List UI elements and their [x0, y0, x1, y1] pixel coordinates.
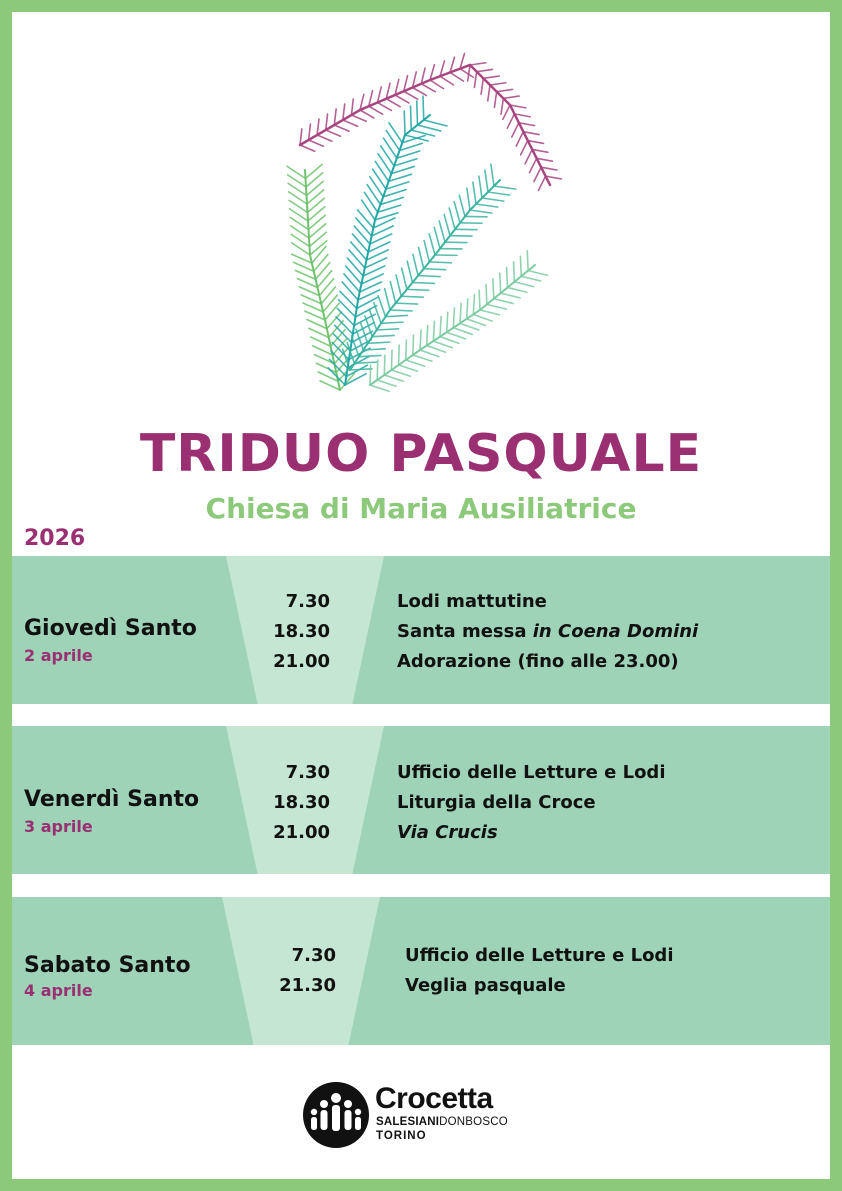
leaf-blade [494, 92, 496, 108]
leaf-blade [386, 130, 399, 150]
leaf-blade [538, 176, 545, 190]
leaf-blade [467, 319, 486, 326]
leaf-blade [385, 289, 390, 310]
leaf-blade [418, 247, 423, 268]
leaf-blade [430, 80, 443, 89]
leaf-blade [459, 195, 465, 216]
leaf-blade [343, 104, 345, 120]
leaf-blade [305, 311, 325, 320]
leaf-blade [374, 303, 381, 324]
leaf-blade [368, 342, 390, 343]
leaf-blade [516, 132, 523, 146]
leaf-blade [351, 99, 353, 115]
leaf-blade [453, 308, 454, 328]
day-name: Venerdì Santo [24, 787, 200, 812]
leaf-blade [318, 372, 338, 381]
leaf-blade [493, 279, 494, 299]
leaf-blade [351, 242, 367, 260]
leaf-blade [370, 385, 389, 391]
leaf-blade [383, 190, 406, 197]
leaf-blade [520, 256, 521, 276]
leaf-blade [418, 276, 440, 277]
leaf-blade [500, 273, 501, 293]
leaf-blade [454, 202, 460, 223]
day-block-giovedi [12, 556, 834, 704]
leaf-blade [378, 205, 401, 212]
leaf-blade [423, 96, 424, 120]
leaf-blade [508, 288, 527, 293]
leaf-blade [479, 176, 482, 198]
leaf-blade [503, 96, 519, 98]
leaf-blade [309, 328, 329, 337]
leaf-blade [427, 346, 446, 353]
event-item: Ufficio delle Letture e Lodi [397, 762, 666, 783]
leaf-blade [391, 166, 414, 173]
leaf-blade [418, 125, 441, 131]
time-item: 7.30 [285, 762, 330, 783]
leaf-blade [420, 330, 421, 350]
leaf-blade [534, 167, 541, 181]
leaf-blade [491, 164, 494, 186]
leaf-blade [514, 262, 515, 282]
leaf-blade [507, 268, 508, 288]
leaf-blade [384, 138, 397, 158]
leaf-blade [424, 241, 429, 262]
leaf-blade [296, 270, 316, 279]
leaf-blade [384, 355, 385, 375]
palm-leaves-icon [270, 40, 580, 410]
event-item: Adorazione (fino alle 23.00) [397, 651, 679, 672]
leaf-blade [369, 309, 376, 330]
leaf-blade [377, 380, 396, 386]
leaf-stem [300, 65, 550, 185]
leaf-blade [514, 282, 533, 287]
time-item: 7.30 [285, 591, 330, 612]
leaf-blade [490, 83, 506, 85]
day-date: 3 aprile [24, 817, 93, 836]
leaf-blade [494, 299, 513, 304]
leaf-blade [373, 169, 386, 189]
day-date: 2 aprile [24, 646, 93, 665]
leaf-blade [460, 69, 473, 78]
time-list [256, 941, 336, 1001]
logo-subtitle: SALESIANIDONBOSCO [376, 1116, 508, 1128]
leaf-blade [359, 355, 381, 356]
leaf-blade [386, 99, 400, 107]
leaf-blade [320, 381, 340, 390]
leaf-blade [321, 287, 335, 304]
leaf-blade [477, 69, 493, 71]
leaf-blade [467, 188, 470, 210]
leaf-blade [413, 283, 435, 284]
leaf-blade [390, 282, 395, 303]
leaf-blade [339, 300, 356, 317]
leaf-blade [312, 246, 326, 263]
leaf-blade [485, 170, 488, 192]
leaf-blade [530, 158, 537, 172]
leaf-blade [404, 111, 405, 135]
leaf-blade [386, 182, 409, 189]
leaf-blade [413, 355, 432, 361]
leaf-blade [476, 204, 498, 207]
leaf-blade [468, 65, 470, 81]
day-block-sabato [12, 897, 834, 1045]
leaf-blade [309, 140, 324, 146]
leaf-blade [473, 182, 476, 204]
leaf-blade [314, 254, 328, 271]
leaf-blade [487, 304, 506, 309]
leaf-blade [360, 110, 374, 118]
leaf-blade [299, 287, 319, 296]
leaf-blade [391, 370, 410, 376]
leaf-blade [311, 337, 331, 346]
leaf-blade [378, 154, 391, 174]
leaf-blade [369, 106, 383, 114]
leaf-blade [411, 106, 412, 130]
leaf-blade [343, 120, 358, 126]
leaf-blade [481, 78, 483, 94]
leaf-blade [389, 174, 412, 181]
leaf-blade [411, 130, 434, 136]
time-item: 21.00 [273, 651, 330, 672]
leaf-blade [349, 250, 365, 268]
leaf-blade [335, 325, 352, 342]
leaf-blade [501, 293, 520, 298]
leaf-blade [503, 105, 510, 119]
leaf-blade [450, 73, 463, 82]
leaf-blade [483, 76, 499, 78]
leaf-blade [444, 214, 450, 235]
leaf-blade [494, 186, 516, 189]
time-item: 21.00 [273, 822, 330, 843]
leaf-blade [390, 310, 412, 311]
leaf-blade [497, 89, 513, 91]
leaf-blade [292, 254, 312, 263]
leaf-blade [317, 119, 319, 135]
event-list [397, 758, 666, 848]
leaf-blade [424, 120, 447, 126]
leaf-blade [427, 326, 428, 346]
leaf-blade [346, 266, 362, 284]
leaf-blade [413, 335, 414, 355]
leaf-blade [440, 337, 459, 344]
leaf-blade [309, 124, 311, 140]
leaf-blade [370, 177, 383, 197]
leaf-blade [440, 76, 453, 85]
leaf-blade [317, 135, 332, 141]
leaf-blade [375, 161, 388, 181]
leaf-blade [440, 317, 441, 337]
leaf-blade [329, 359, 346, 376]
event-item: Veglia pasquale [405, 975, 566, 996]
leaf-blade [326, 114, 328, 130]
logo-city: TORINO [376, 1130, 427, 1142]
day-name: Giovedì Santo [24, 616, 197, 641]
leaf-blade [395, 95, 409, 103]
leaf-blade [467, 299, 468, 319]
leaf-blade [307, 320, 327, 329]
leaf-blade [512, 123, 519, 137]
leaf-blade [399, 345, 400, 365]
leaf-blade [319, 279, 333, 296]
salesian-people-icon [303, 1082, 369, 1148]
leaf-blade [391, 350, 392, 370]
leaf-blade [460, 303, 461, 323]
time-list [250, 758, 330, 848]
leaf-blade [303, 303, 323, 312]
leaf-blade [381, 322, 403, 323]
leaf-blade [352, 234, 368, 252]
leaf-blade [429, 262, 451, 263]
event-item: Ufficio delle Letture e Lodi [405, 945, 674, 966]
leaf-blade [474, 72, 476, 88]
leaf-stem [350, 180, 500, 370]
leaf-blade [404, 91, 418, 99]
leaf-blade [521, 276, 540, 281]
event-item: Lodi mattutine [397, 591, 547, 612]
leaf-blade [367, 185, 380, 205]
event-list [397, 587, 698, 677]
leaf-blade [344, 274, 360, 292]
leaf-blade [356, 218, 372, 236]
leaf-blade [334, 125, 349, 131]
leaf-blade [453, 328, 472, 335]
event-item: Via Crucis [397, 822, 498, 843]
leaf-blade [300, 129, 302, 145]
leaf-blade [402, 268, 407, 289]
leaf-blade [460, 323, 479, 330]
leaf-blade [417, 101, 418, 125]
leaf-blade [470, 63, 486, 65]
leaf-blade [482, 198, 504, 201]
leaf-blade [413, 254, 418, 275]
leaf-blade [400, 143, 423, 150]
leaf-blade [351, 115, 366, 121]
leaf-blade [473, 314, 492, 321]
page-subtitle: Chiesa di Maria Ausiliatrice [205, 492, 637, 525]
leaf-blade [486, 284, 487, 304]
leaf-blade [316, 363, 336, 372]
logo-brand: Crocetta [375, 1082, 493, 1115]
leaf-blade [294, 262, 314, 271]
event-item: Santa messa in Coena Domini [397, 621, 699, 642]
leaf-blade [386, 315, 408, 316]
event-item: Liturgia della Croce [397, 792, 596, 813]
time-item: 18.30 [273, 792, 330, 813]
leaf-blade [521, 141, 528, 155]
leaf-blade [377, 360, 378, 380]
day-date: 4 aprile [24, 981, 93, 1000]
leaf-blade [396, 275, 401, 296]
leaf-blade [380, 197, 403, 204]
leaf-blade [318, 271, 332, 288]
leaf-blade [407, 261, 412, 282]
leaf-blade [342, 282, 358, 300]
leaf-blade [378, 296, 385, 317]
leaf-blade [434, 227, 440, 248]
leaf-blade [439, 221, 445, 242]
leaf-blade [372, 335, 394, 336]
leaf-blade [420, 350, 439, 357]
leaf-blade [389, 123, 402, 143]
leaf-blade [507, 114, 514, 128]
leaf-blade [401, 296, 423, 297]
leaf-blade [421, 84, 435, 92]
event-list [405, 941, 674, 1001]
time-item: 7.30 [291, 945, 336, 966]
leaf-blade [480, 310, 499, 315]
leaf-blade [323, 295, 337, 312]
leaf-blade [433, 341, 452, 348]
year-label: 2026 [24, 526, 86, 551]
leaf-blade [326, 130, 341, 136]
leaf-blade [394, 159, 417, 166]
crocetta-logo [303, 1080, 553, 1150]
leaf-blade [354, 226, 370, 244]
leaf-blade [350, 369, 372, 370]
leaf-blade [424, 269, 446, 270]
leaf-blade [364, 192, 377, 212]
leaf-blade [377, 329, 399, 330]
page-title: TRIDUO PASQUALE [139, 424, 703, 484]
leaf-blade [429, 234, 435, 255]
leaf-blade [528, 271, 547, 276]
leaf-blade [397, 151, 420, 158]
leaf-blade [399, 365, 418, 371]
time-list [250, 587, 330, 677]
logo-circle [303, 1082, 369, 1148]
leaf-blade [501, 98, 503, 114]
leaf-blade [316, 263, 330, 280]
leaf-stem [370, 265, 535, 385]
leaf-blade [406, 360, 425, 366]
leaf-blade [447, 312, 448, 332]
leaf-blade [384, 375, 403, 381]
leaf-blade [413, 88, 427, 96]
leaf-blade [300, 145, 315, 151]
leaf-blade [340, 291, 357, 308]
leaf-blade [363, 349, 385, 350]
leaf-blade [479, 290, 480, 310]
leaf-stem [305, 170, 340, 390]
leaf-blade [449, 208, 455, 229]
leaf-blade [370, 365, 371, 385]
leaf-blade [313, 346, 333, 355]
leaf-blade [473, 294, 474, 314]
leaf-blade [337, 308, 354, 325]
leaf-blade [433, 321, 434, 341]
time-item: 21.30 [279, 975, 336, 996]
leaf-blade [396, 303, 418, 304]
leaf-blade [301, 295, 321, 304]
leaf-blade [407, 289, 429, 290]
leaf-blade [406, 340, 407, 360]
leaf-blade [488, 192, 510, 195]
leaf-blade [381, 146, 394, 166]
leaf-blade [470, 210, 492, 213]
leaf-blade [334, 109, 336, 125]
leaf-blade [447, 332, 466, 339]
leaf-blade [527, 251, 528, 271]
day-block-venerdi [12, 726, 834, 874]
leaf-blade [297, 279, 317, 288]
leaf-blade [525, 149, 532, 163]
day-name: Sabato Santo [24, 953, 191, 978]
time-item: 18.30 [273, 621, 330, 642]
leaf-blade [378, 103, 392, 111]
leaf-blade [347, 258, 363, 276]
leaf-blade [488, 85, 490, 101]
